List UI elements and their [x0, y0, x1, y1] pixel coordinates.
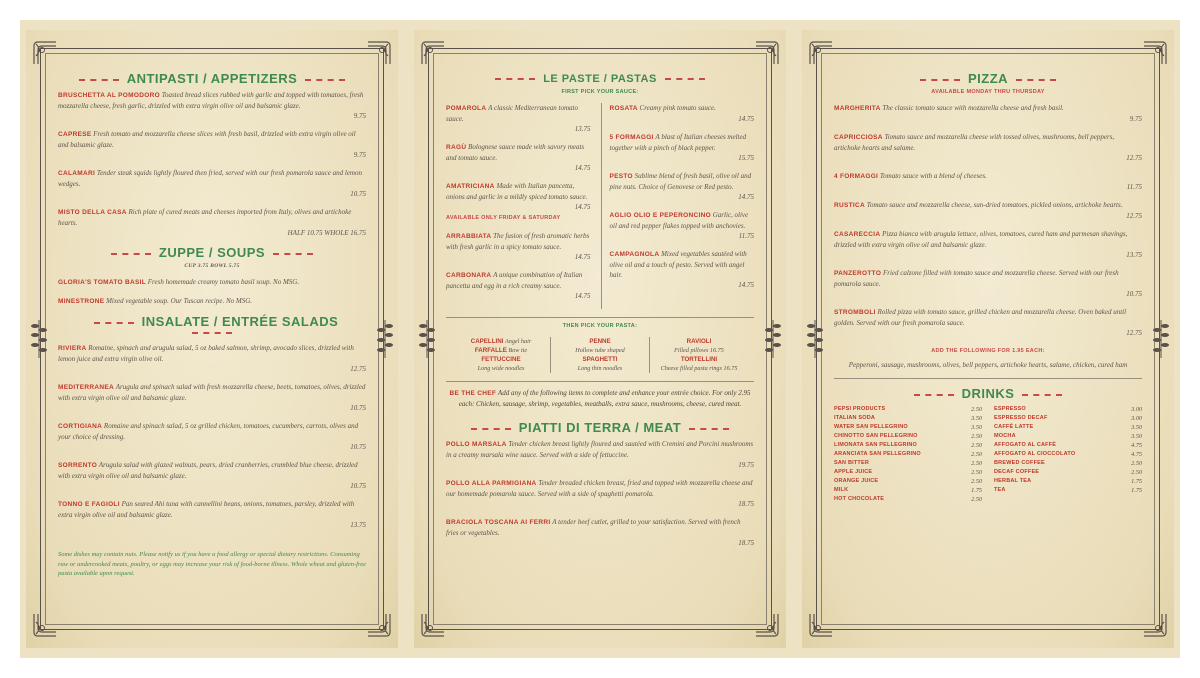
ornament-corner-icon [32, 612, 58, 638]
ornament-corner-icon [420, 612, 446, 638]
menu-item: CAPRESE Fresh tomato and mozzarella cheese slices with fresh basil, drizzled with extra virgin olive oil and balsamic glaze. 9.75 [58, 130, 366, 159]
menu-panel-left [26, 30, 398, 648]
laurel-sprig-icon [762, 318, 784, 360]
appetizers-list [58, 90, 366, 238]
menu-item: AMATRICIANA Made with Italian pancetta, onions and garlic in a mildly spiced tomato sauce. 14.75 AVAILABLE ONLY FRIDAY & SATURDAY [446, 182, 591, 221]
menu-sheet [20, 20, 1180, 658]
drinks-column-left [834, 405, 982, 504]
menu-panel-middle [414, 30, 786, 648]
menu-item: CARBONARA A unique combination of Italian pancetta and egg in a rich creamy sauce. 14.75 [446, 271, 591, 300]
ornament-corner-icon [1142, 612, 1168, 638]
section-title-pastas: LE PASTE / PASTAS [446, 74, 754, 84]
list-item: PEPSI PRODUCTS 2.50 [834, 406, 982, 413]
list-item: HERBAL TEA 1.75 [994, 478, 1142, 485]
pasta-note: THEN PICK YOUR PASTA: [562, 323, 638, 329]
menu-item: MINESTRONE Mixed vegetable soup. Our Tuscan recipe. No MSG. [58, 297, 253, 305]
menu-item: CALAMARI Tender steak squids lightly floured then fried, served with our fresh pomarola sauce and lemon wedges. 10.75 [58, 169, 366, 198]
menu-item: POMAROLA A classic Mediterranean tomato sauce. 13.75 [446, 104, 591, 133]
panel-content [446, 64, 754, 618]
ornament-corner-icon [366, 612, 392, 638]
menu-item: 4 FORMAGGI Tomato sauce with a blend of cheeses. 11.75 [834, 172, 1142, 191]
list-item: ESPRESSO 3.00 [994, 406, 1142, 413]
panel-content [58, 64, 366, 618]
menu-item: PESTO Sublime blend of fresh basil, olive oil and pine nuts. Choice of Genovese or Red pesto. 14.75 [609, 172, 754, 201]
menu-item: CAPRICCIOSA Tomato sauce and mozzarella cheese with tossed olives, mushrooms, bell peppers, artichoke hearts and salame. 12.75 [834, 133, 1142, 162]
ornament-corner-icon [1142, 40, 1168, 66]
list-item: WATER SAN PELLEGRINO 3.50 [834, 424, 982, 431]
list-item: MILK 1.75 [834, 487, 982, 494]
menu-item: ROSATA Creamy pink tomato sauce. 14.75 [609, 104, 754, 123]
divider [446, 317, 754, 318]
sauce-column-right [601, 103, 755, 309]
list-item: BREWED COFFEE 2.50 [994, 460, 1142, 467]
menu-item: CORTIGIANA Romaine and spinach salad, 5 oz grilled chicken, tomatoes, cucumbers, carrots, olives and your choice of dressing. 10.75 [58, 422, 366, 451]
laurel-sprig-icon [1150, 318, 1172, 360]
menu-panel-right [802, 30, 1174, 648]
menu-item: POLLO ALLA PARMIGIANA Tender breaded chicken breast, fried and topped with mozzarella cheese and our homemade pomarola sauce. Served with a side of spaghetti pomarola. 18.75 [446, 479, 754, 508]
menu-item: RUSTICA Tomato sauce and mozzarella cheese, sun-dried tomatoes, pickled onions, artichoke hearts. 12.75 [834, 201, 1142, 220]
list-item: TEA 1.75 [994, 487, 1142, 494]
laurel-sprig-icon [804, 318, 826, 360]
sauce-columns [446, 103, 754, 309]
menu-item: ARRABBIATA The fusion of fresh aromatic herbs with fresh garlic in a spicy tomato sauce. 14.75 [446, 232, 591, 261]
menu-item: SORRENTO Arugula salad with glazed walnuts, pears, dried cranberries, crumbled blue cheese, drizzled with extra virgin olive oil and balsamic glaze. 10.75 [58, 461, 366, 490]
pizza-availability-note: AVAILABLE MONDAY THRU THURSDAY [931, 89, 1045, 95]
availability-note: AVAILABLE ONLY FRIDAY & SATURDAY [446, 215, 561, 221]
menu-item: CAMPAGNOLA Mixed vegetables sautéed with olive oil and a touch of pesto. Served with angel hair. 14.75 [609, 250, 754, 289]
menu-item: RIVIERA Romaine, spinach and arugula salad, 5 oz baked salmon, shrimp, avocado slices, drizzled with lemon juice and extra virgin olive oil. 12.75 [58, 344, 366, 373]
menu-item: BRUSCHETTA AL POMODORO Toasted bread slices rubbed with garlic and topped with tomatoes, fresh mozzarella cheese, fresh garlic, drizzled with extra virgin olive oil and balsamic glaze. 9.75 [58, 91, 366, 120]
laurel-sprig-icon [416, 318, 438, 360]
section-title-appetizers: ANTIPASTI / APPETIZERS [58, 74, 366, 84]
divider [446, 381, 754, 382]
menu-item: BRACIOLA TOSCANA AI FERRI A tender beef cutlet, grilled to your satisfaction. Served with french fries or vegetables. 18.75 [446, 518, 754, 547]
drinks-column-right [994, 405, 1142, 504]
list-item: AFFOGATO AL CAFFÈ 4.75 [994, 442, 1142, 449]
menu-item: PANZEROTTO Fried calzone filled with tomato sauce and mozzarella cheese. Served with our fresh pomarola sauce. 10.75 [834, 269, 1142, 298]
list-item: SAN BITTER 2.50 [834, 460, 982, 467]
ornament-corner-icon [754, 612, 780, 638]
allergy-note: Some dishes may contain nuts. Please notify us if you have a food allergy or special dietary restrictions. Consuming raw or undercooked meats, poultry, or eggs may increase your risk of food-borne illness. Whole wheat and gluten-free pasta available upon request. [58, 551, 366, 577]
be-the-chef: BE THE CHEF Add any of the following items to complete and enhance your entrée choice. For only 2.95 each: Chicken, sausage, shrimp, vegetables, meatballs, extra sauce, mushrooms, cheese, cured meat. [449, 389, 751, 408]
list-item: CHINOTTO SAN PELLEGRINO 2.50 [834, 433, 982, 440]
list-item: DECAF COFFEE 2.50 [994, 469, 1142, 476]
pizza-add-note: ADD THE FOLLOWING FOR 1.95 EACH: [931, 348, 1045, 354]
drinks-list [834, 405, 1142, 504]
list-item: MOCHA 3.50 [994, 433, 1142, 440]
menu-item: POLLO MARSALA Tender chicken breast lightly floured and sautéed with Cremini and Porcini mushrooms in a creamy marsala wine sauce. Served with a side of fettuccine. 19.75 [446, 440, 754, 469]
menu-item: CASARECCIA Pizza bianca with arugula lettuce, olives, tomatoes, cured ham and parmesan shavings, drizzled with extra virgin olive oil and balsamic glaze. 13.75 [834, 230, 1142, 259]
section-title-meat: PIATTI DI TERRA / MEAT [446, 423, 754, 433]
pasta-types [452, 337, 748, 373]
section-title-drinks: DRINKS [834, 389, 1142, 399]
menu-item: STROMBOLI Rolled pizza with tomato sauce, grilled chicken and mozzarella cheese. Oven baked until golden. Served with our fresh pomarola sauce. 12.75 [834, 308, 1142, 337]
menu-item: AGLIO OLIO E PEPERONCINO Garlic, olive oil and red pepper flakes topped with anchovies. 11.75 [609, 211, 754, 240]
laurel-sprig-icon [374, 318, 396, 360]
ornament-corner-icon [420, 40, 446, 66]
ornament-corner-icon [808, 40, 834, 66]
menu-item: TONNO E FAGIOLI Pan seared Ahi tuna with cannellini beans, onions, tomatoes, parsley, drizzled with extra virgin olive oil and balsamic glaze. 13.75 [58, 500, 366, 529]
section-title-soups: ZUPPE / SOUPS [58, 248, 366, 258]
menu-item: RAGÙ Bolognese sauce made with savory meats and tomato sauce. 14.75 [446, 143, 591, 172]
soups-price-note: CUP 3.75 BOWL 5.75 [184, 263, 240, 269]
ornament-corner-icon [32, 40, 58, 66]
ornament-corner-icon [808, 612, 834, 638]
pasta-column: PENNE Hollow tube shaped SPAGHETTI Long thin noodles [550, 337, 649, 373]
list-item: LIMONATA SAN PELLEGRINO 2.50 [834, 442, 982, 449]
divider [834, 378, 1142, 379]
sauce-column-left [446, 103, 591, 309]
pasta-column: RAVIOLI Filled pillows 16.75 TORTELLINI Cheese filled pasta rings 16.75 [649, 337, 748, 373]
menu-item: MISTO DELLA CASA Rich plate of cured meats and cheeses imported from Italy, olives and artichoke hearts. HALF 10.75 WHOLE 16.75 [58, 208, 366, 237]
list-item: ORANGE JUICE 2.50 [834, 478, 982, 485]
pizza-toppings: Pepperoni, sausage, mushrooms, olives, bell peppers, artichoke hearts, salame, chicken, cured ham [848, 361, 1128, 369]
ornament-corner-icon [754, 40, 780, 66]
menu-item: MEDITERRANEA Arugula and spinach salad with fresh mozzarella cheese, beets, tomatoes, olives, drizzled with extra virgin olive oil and balsamic glaze. 10.75 [58, 383, 366, 412]
sauce-note: FIRST PICK YOUR SAUCE: [561, 89, 639, 95]
menu-item: MARGHERITA The classic tomato sauce with mozzarella cheese and fresh basil. 9.75 [834, 104, 1142, 123]
ornament-corner-icon [366, 40, 392, 66]
list-item: HOT CHOCOLATE 2.50 [834, 496, 982, 503]
panel-content [834, 64, 1142, 618]
list-item: ARANCIATA SAN PELLEGRINO 2.50 [834, 451, 982, 458]
list-item: AFFOGATO AL CIOCCOLATO 4.75 [994, 451, 1142, 458]
section-title-pizza: PIZZA [834, 74, 1142, 84]
menu-item: 5 FORMAGGI A blast of Italian cheeses melted together with a pinch of black pepper. 15.75 [609, 133, 754, 162]
laurel-sprig-icon [28, 318, 50, 360]
pasta-column: CAPELLINI Angel hair FARFALLE Bow tie FETTUCCINE Long wide noodles [470, 338, 532, 372]
list-item: CAFFÈ LATTE 3.50 [994, 424, 1142, 431]
section-title-salads: INSALATE / ENTRÉE SALADS [58, 317, 366, 337]
menu-item: GLORIA'S TOMATO BASIL Fresh homemade creamy tomato basil soup. No MSG. [58, 278, 300, 286]
list-item: ESPRESSO DECAF 3.00 [994, 415, 1142, 422]
list-item: APPLE JUICE 2.50 [834, 469, 982, 476]
list-item: ITALIAN SODA 3.50 [834, 415, 982, 422]
